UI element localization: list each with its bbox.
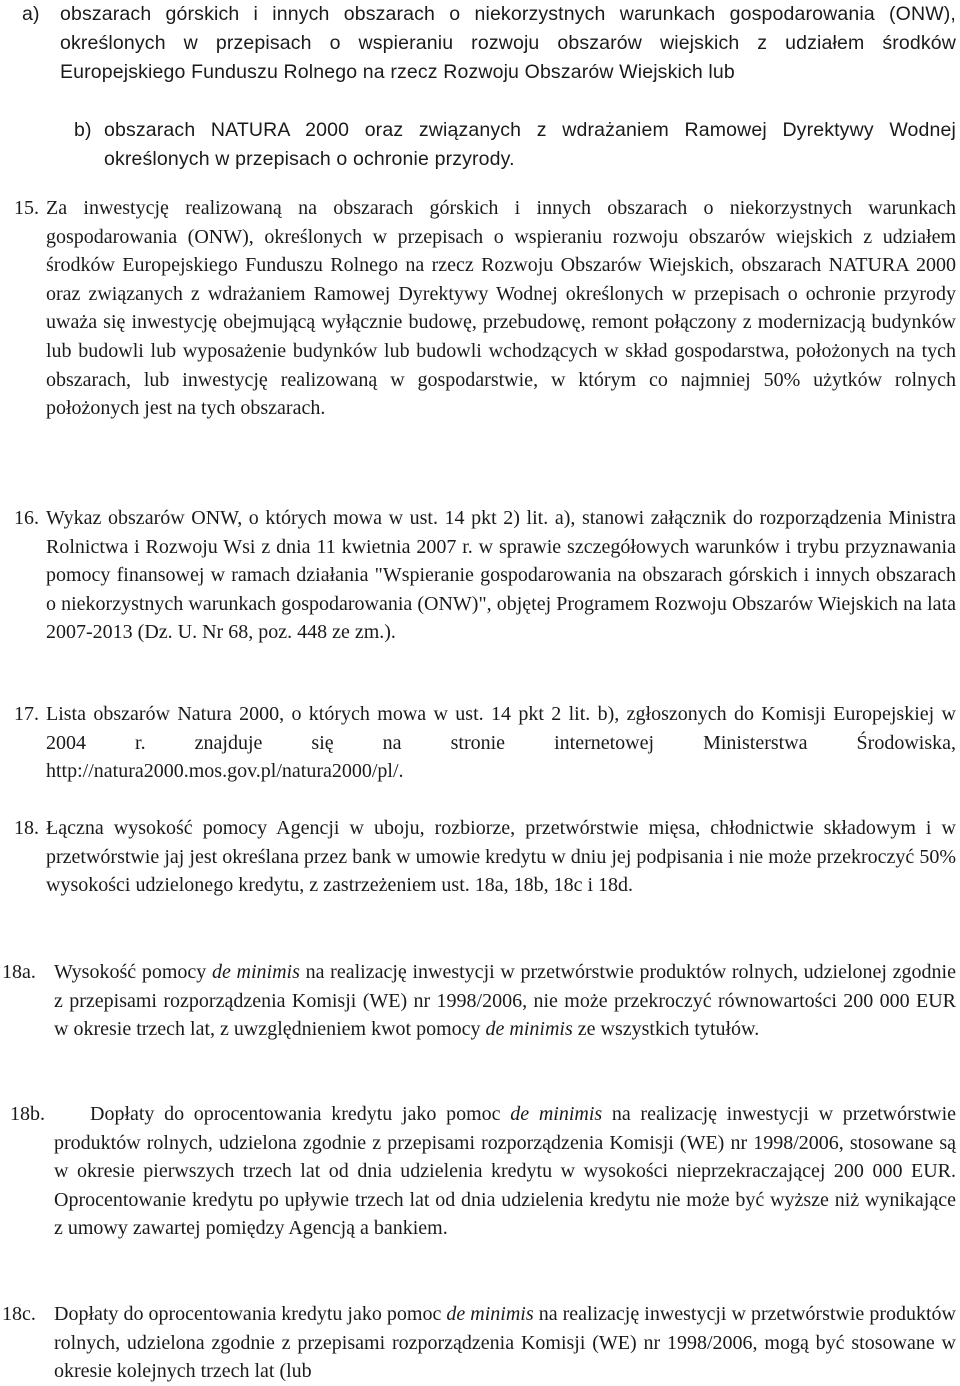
list-item-text: obszarach górskich i innych obszarach o niekorzystnych warunkach gospodarowania (ONW), określonych w przepisach o wspieraniu rozwoju obszarów wiejskich z udziałem środków Europejskiego Funduszu Rolnego na rzecz Rozwoju Obszarów Wiejskich lub [60, 3, 956, 83]
paragraph-number: 16. [14, 507, 39, 529]
list-item-a [22, 0, 956, 87]
paragraph-17 [14, 700, 956, 786]
text-segment: Wysokość pomocy [54, 961, 207, 983]
paragraph-text: Wykaz obszarów ONW, o których mowa w ust. 14 pkt 2) lit. a), stanowi załącznik do rozporządzenia Ministra Rolnictwa i Rozwoju Wsi z dnia 11 kwietnia 2007 r. w sprawie szczegółowych warunków i trybu przyznawania pomocy finansowej w ramach działania "Wspieranie gospodarowania na obszarach górskich i innych obszarach o niekorzystnych warunkach gospodarowania (ONW)", objętej Programem Rozwoju Obszarów Wiejskich na lata 2007-2013 (Dz. U. Nr 68, poz. 448 ze zm.). [46, 507, 956, 644]
paragraph-16 [14, 504, 956, 647]
paragraph-text: Łączna wysokość pomocy Agencji w uboju, rozbiorze, przetwórstwie mięsa, chłodnictwie składowym i w przetwórstwie jaj jest określana przez bank w umowie kredytu w dniu jej podpisania i nie może przekroczyć 50% wysokości udzielonego kredytu, z zastrzeżeniem ust. 18a, 18b, 18c i 18d. [46, 817, 956, 897]
italic-term: de minimis [510, 1103, 603, 1125]
paragraph-text [54, 1100, 956, 1243]
paragraph-text: Lista obszarów Natura 2000, o których mowa w ust. 14 pkt 2 lit. b), zgłoszonych do Komisji Europejskiej w 2004 r. znajduje się na stronie internetowej Ministerstwa Środowiska, http://natura2000.mos.gov.pl/natura2000/pl/. [46, 703, 956, 783]
paragraph-number: 17. [14, 703, 39, 725]
paragraph-18c [2, 1300, 956, 1386]
paragraph-text [54, 958, 956, 1044]
italic-term: de minimis [446, 1303, 534, 1325]
italic-term: de minimis [211, 961, 300, 983]
text-segment: na realizację inwestycji w przetwórstwie produktów rolnych, udzielona zgodnie z przepisami rozporządzenia Komisji (WE) nr 1998/2006, mogą być stosowane w okresie kolejnych trzech lat (lub [54, 1303, 956, 1383]
text-segment: Dopłaty do oprocentowania kredytu jako pomoc [54, 1303, 442, 1325]
text-segment: na realizację inwestycji w przetwórstwie produktów rolnych, udzielonej zgodnie z przepisami rozporządzenia Komisji (WE) nr 1998/2006, nie może przekroczyć równowartości 200 000 EUR w okresie trzech lat, z uwzględnieniem kwot pomocy [54, 961, 956, 1041]
paragraph-number: 18b. [10, 1103, 45, 1125]
paragraph-number: 18. [14, 817, 39, 839]
list-item-text: obszarach NATURA 2000 oraz związanych z wdrażaniem Ramowej Dyrektywy Wodnej określonych w przepisach o ochronie przyrody. [104, 119, 956, 170]
text-segment: ze wszystkich tytułów. [577, 1018, 760, 1041]
paragraph-number: 15. [14, 197, 39, 219]
paragraph-text [54, 1300, 956, 1386]
list-item-label: a) [22, 3, 40, 25]
paragraph-18a [2, 958, 956, 1044]
list-item-label: b) [74, 119, 92, 141]
italic-term: de minimis [485, 1018, 573, 1041]
paragraph-15 [14, 194, 956, 423]
text-segment: na realizację inwestycji w przetwórstwie produktów rolnych, udzielona zgodnie z przepisami rozporządzenia Komisji (WE) nr 1998/2006, stosowane są w okresie pierwszych trzech lat od dnia udzielenia kredytu w wysokości nieprzekraczającej 200 000 EUR. Oprocentowanie kredytu po upływie trzech lat od dnia udzielenia kredytu nie może być wyższe niż wynikające z umowy zawartej pomiędzy Agencją a bankiem. [54, 1103, 956, 1240]
list-item-b [74, 116, 956, 174]
paragraph-18b [10, 1100, 956, 1243]
paragraph-text: Za inwestycję realizowaną na obszarach górskich i innych obszarach o niekorzystnych warunkach gospodarowania (ONW), określonych w przepisach o wspieraniu rozwoju obszarów wiejskich z udziałem środków Europejskiego Funduszu Rolnego na rzecz Rozwoju Obszarów Wiejskich, obszarach NATURA 2000 oraz związanych z wdrażaniem Ramowej Dyrektywy Wodnej określonych w przepisach o ochronie przyrody uważa się inwestycję obejmującą wyłącznie budowę, przebudowę, remont połączony z modernizacją budynków lub budowli lub wyposażenie budynków lub budowli wchodzących w skład gospodarstwa, położonych na tych obszarach, lub inwestycję realizowaną w gospodarstwie, w którym co najmniej 50% użytków rolnych położonych jest na tych obszarach. [46, 197, 956, 420]
paragraph-number: 18a. [2, 961, 36, 983]
paragraph-18 [14, 814, 956, 900]
paragraph-number: 18c. [2, 1303, 36, 1325]
text-segment: Dopłaty do oprocentowania kredytu jako pomoc [90, 1103, 501, 1125]
